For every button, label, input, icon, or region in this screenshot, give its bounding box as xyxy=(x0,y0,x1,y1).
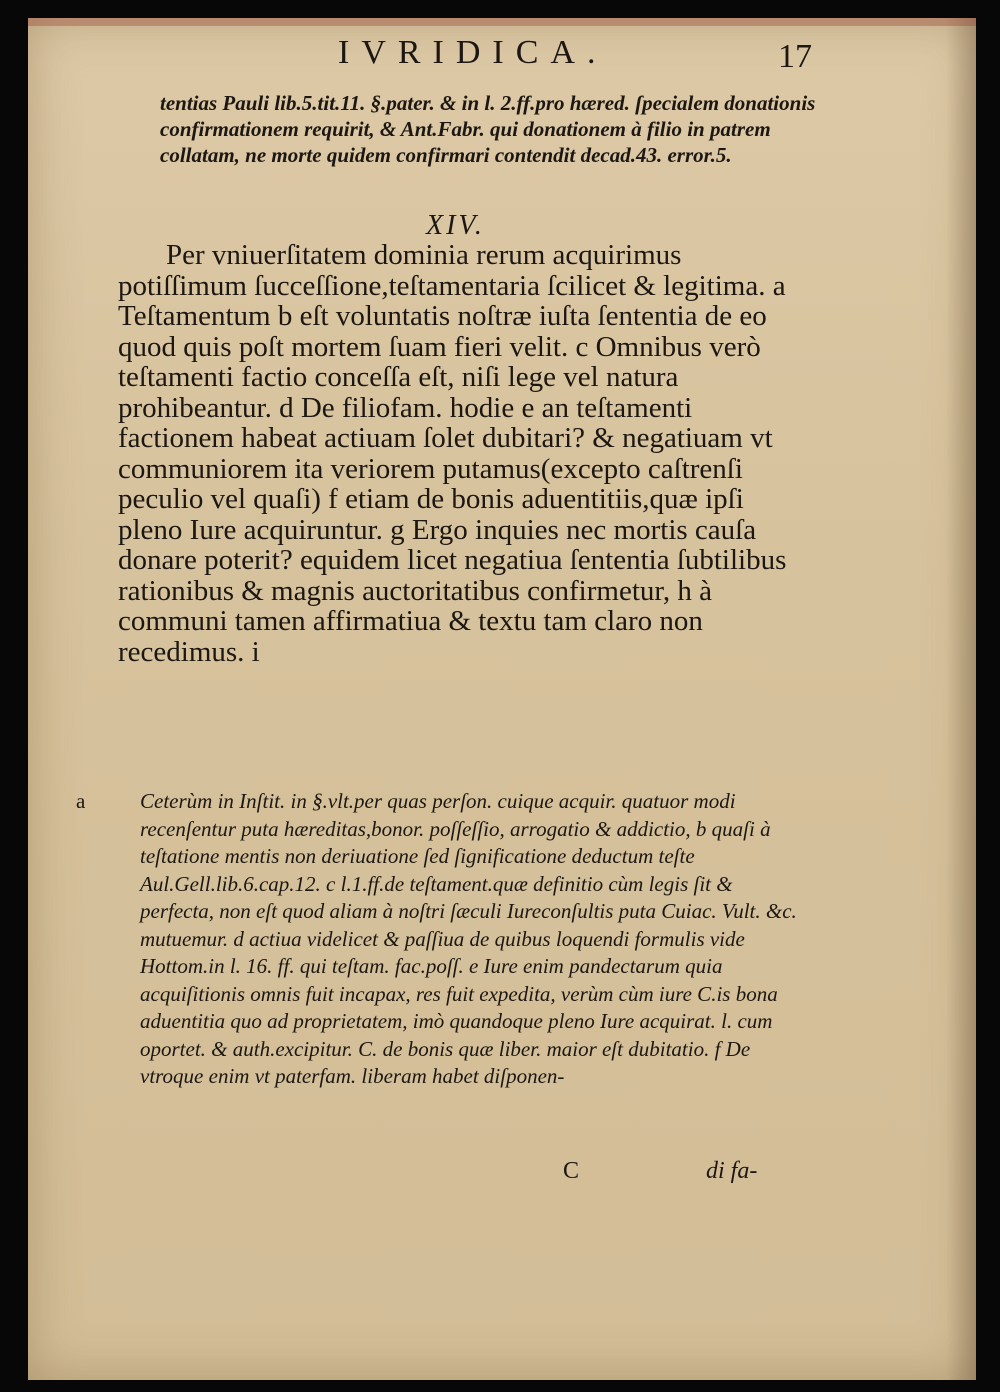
footnotes-block xyxy=(76,788,808,1091)
catchword: di fa- xyxy=(706,1158,758,1184)
running-title: IVRIDICA. xyxy=(338,34,608,71)
footnote-marker-a: a xyxy=(76,789,86,813)
continued-footnote: tentias Pauli lib.5.tit.11. §.pater. & in l. 2.ff.pro hæred. ſpecialem donationis confirmationem requirit, & Ant.Fabr. qui donationem à filio in patrem collatam, ne morte quidem confirmari contendit decad.43. error.5. xyxy=(160,91,816,167)
footnotes-text: Ceterùm in Inſtit. in §.vlt.per quas perſon. cuique acquir. quatuor modi recenſentur puta hæreditas,bonor. poſſeſſio, arrogatio & addictio, b quaſi à teſtatione mentis non deriuatione ſed ſignificatione deductum teſte Aul.Gell.lib.6.cap.12. c l.1.ff.de teſtament.quæ definitio cùm legis ſit & perfecta, non eſt quod aliam à noſtri ſæculi Iureconſultis puta Cuiac. Vult. &c. mutuemur. d actiua videlicet & paſſiua de quibus loquendi formulis vide Hottom.in l. 16. ff. qui teſtam. fac.poſſ. e Iure enim pandectarum quia acquiſitionis omnis fuit incapax, res fuit expedita, verùm cùm iure C.is bona aduentitia quo ad proprietatem, imò quandoque pleno Iure acquirat. l. cum oportet. & auth.excipitur. C. de bonis quæ liber. maior eſt dubitatio. f De vtroque enim vt paterfam. liberam habet diſponen- xyxy=(140,789,797,1088)
signature-mark: C xyxy=(563,1158,580,1184)
book-page xyxy=(28,18,976,1380)
section-number: XIV. xyxy=(426,210,485,241)
footnotes-paragraph xyxy=(76,788,808,1091)
main-text-block xyxy=(118,240,808,667)
page-number: 17 xyxy=(778,38,812,75)
main-paragraph: Per vniuerſitatem dominia rerum acquirimus potiſſimum ſucceſſione,teſtamentaria ſcilicet & legitima. a Teſtamentum b eſt voluntatis noſtræ iuſta ſententia de eo quod quis poſt mortem ſuam fieri velit. c Omnibus verò teſtamenti factio conceſſa eſt, niſi lege vel natura prohibeantur. d De filiofam. hodie e an teſtamenti factionem habeat actiuam ſolet dubitari? & negatiuam vt communiorem ita veriorem putamus(excepto caſtrenſi peculio vel quaſi) f etiam de bonis aduentitiis,quæ ipſi pleno Iure acquiruntur. g Ergo inquies nec mortis cauſa donare poterit? equidem licet negatiua ſententia ſubtilibus rationibus & magnis auctoritatibus confirmetur, h à communi tamen affirmatiua & textu tam claro non recedimus. i xyxy=(118,239,787,668)
